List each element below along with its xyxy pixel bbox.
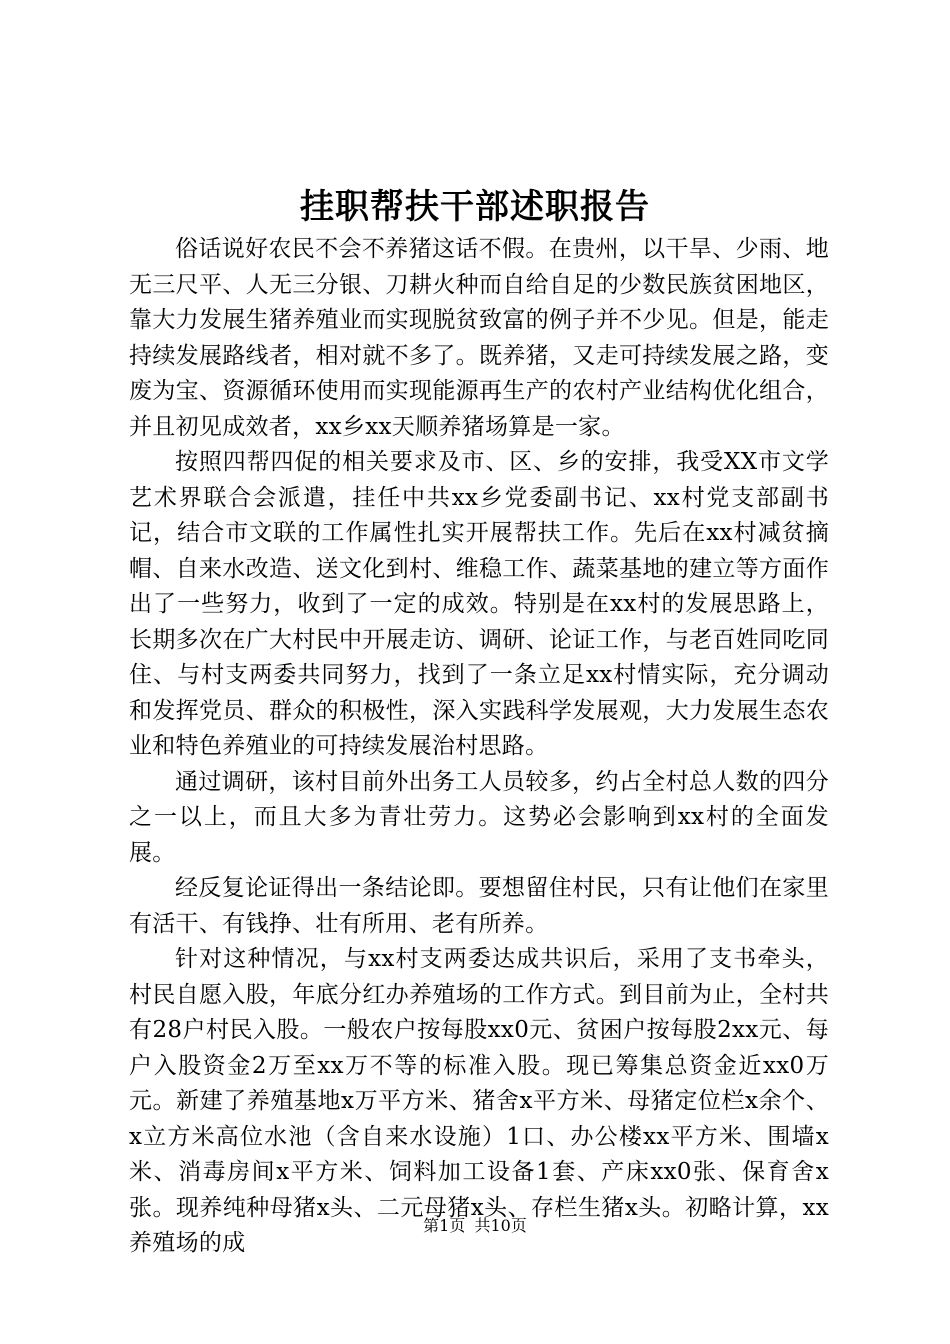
paragraph-3: 通过调研，该村目前外出务工人员较多，约占全村总人数的四分之一以上，而且大多为青壮劳力。这势必会影响到xx村的全面发展。 (129, 768, 829, 866)
page-number: 第1页 (423, 1216, 466, 1235)
page-total: 共10页 (474, 1216, 527, 1235)
page-footer (0, 1214, 950, 1238)
paragraph-5: 针对这种情况，与xx村支两委达成共识后，采用了支书牵头，村民自愿入股，年底分红办养殖场的工作方式。到目前为止，全村共有28户村民入股。一般农户按每股xx0元、贫困户按每股2xx元、每户入股资金2万至xx万不等的标准入股。现已筹集总资金近xx0万元。新建了养殖基地x万平方米、猪舍x平方米、母猪定位栏x余个、x立方米高位水池（含自来水设施）1口、办公楼xx平方米、围墙x米、消毒房间x平方米、饲料加工设备1套、产床xx0张、保育舍x张。现养纯种母猪x头、二元母猪x头、存栏生猪x头。初略计算，xx养殖场的成 (129, 946, 829, 1256)
document-body (129, 232, 829, 1262)
paragraph-4: 经反复论证得出一条结论即。要想留住村民，只有让他们在家里有活干、有钱挣、壮有所用、老有所养。 (129, 875, 829, 937)
document-title: 挂职帮扶干部述职报告 (300, 187, 650, 227)
paragraph-2: 按照四帮四促的相关要求及市、区、乡的安排，我受XX市文学艺术界联合会派遣，挂任中共xx乡党委副书记、xx村党支部副书记，结合市文联的工作属性扎实开展帮扶工作。先后在xx村减贫摘帽、自来水改造、送文化到村、维稳工作、蔬菜基地的建立等方面作出了一些努力，收到了一定的成效。特别是在xx村的发展思路上，长期多次在广大村民中开展走访、调研、论证工作，与老百姓同吃同住、与村支两委共同努力，找到了一条立足xx村情实际，充分调动和发挥党员、群众的积极性，深入实践科学发展观，大力发展生态农业和特色养殖业的可持续发展治村思路。 (129, 449, 829, 759)
paragraph-1: 俗话说好农民不会不养猪这话不假。在贵州，以干旱、少雨、地无三尺平、人无三分银、刀耕火种而自给自足的少数民族贫困地区，靠大力发展生猪养殖业而实现脱贫致富的例子并不少见。但是，能走持续发展路线者，相对就不多了。既养猪，又走可持续发展之路，变废为宝、资源循环使用而实现能源再生产的农村产业结构优化组合，并且初见成效者，xx乡xx天顺养猪场算是一家。 (129, 236, 829, 440)
